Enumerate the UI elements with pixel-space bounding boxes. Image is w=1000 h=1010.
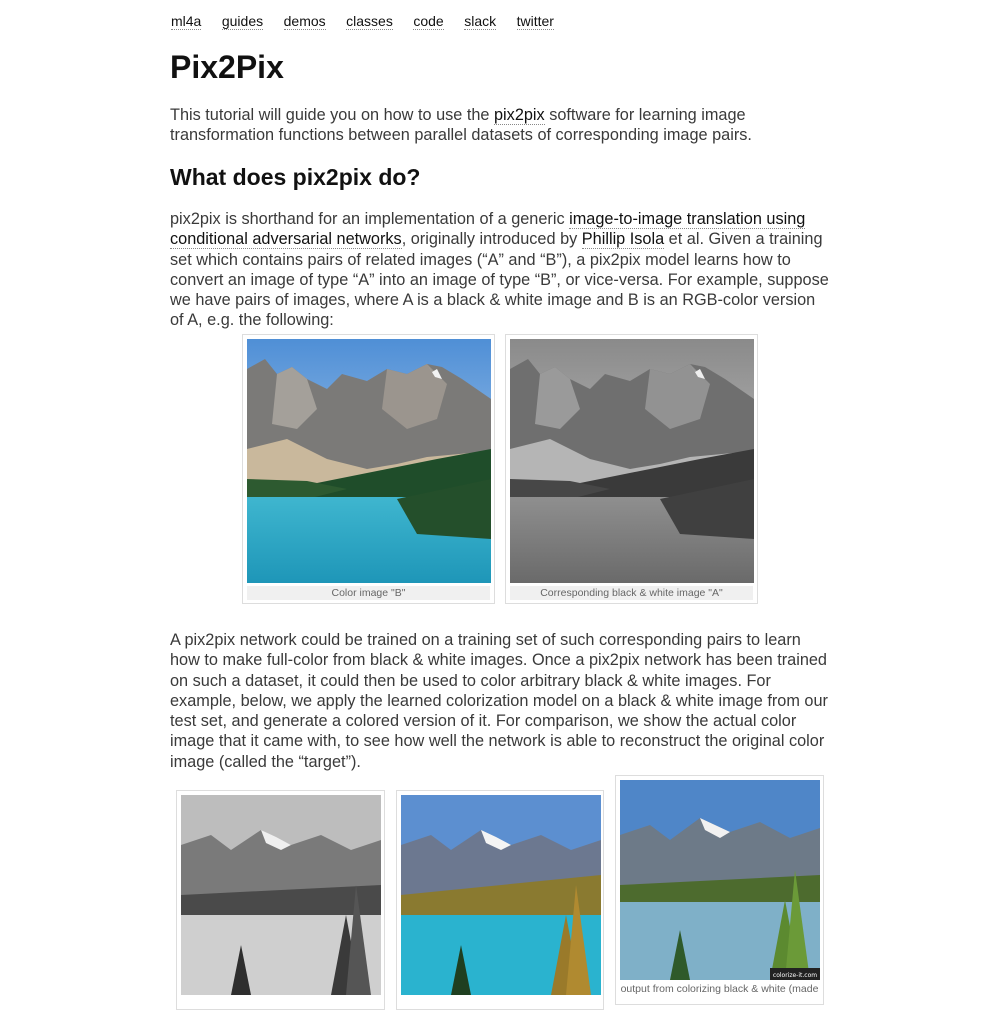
- description-paragraph: [170, 209, 832, 331]
- nav-link-ml4a[interactable]: ml4a: [171, 13, 202, 29]
- nav-link-classes[interactable]: classes: [346, 13, 393, 29]
- nav-link-demos[interactable]: demos: [283, 13, 326, 29]
- caption-color-image: Color image "B": [247, 586, 490, 600]
- nav-link-twitter[interactable]: twitter: [516, 13, 554, 29]
- caption-bw-image: Corresponding black & white image "A": [510, 586, 753, 600]
- figure-bw-a: [505, 334, 758, 604]
- figure-output: [615, 775, 824, 1005]
- section-heading: What does pix2pix do?: [170, 164, 421, 190]
- page-title: Pix2Pix: [170, 49, 284, 85]
- figure-target: [396, 790, 604, 1010]
- top-nav: [171, 13, 574, 30]
- bw-image: [510, 339, 754, 583]
- paper-link[interactable]: image-to-image translation using conditional adversarial networks: [170, 210, 806, 249]
- explanation-paragraph: A pix2pix network could be trained on a training set of such corresponding pairs to learn how to make full-color from black & white images. Once a pix2pix network has been trained on such a dataset, it could then be used to color arbitrary black & white images. For example, below, we apply the learned colorization model on a black & white image from our test set, and generate a colored version of it. For comparison, we show the actual color image that it came with, to see how well the network is able to reconstruct the original color image (called the “target”).: [170, 631, 828, 771]
- output-colorized-image: [620, 780, 820, 980]
- color-image: [247, 339, 491, 583]
- author-link[interactable]: Phillip Isola: [581, 230, 665, 249]
- intro-paragraph: [170, 105, 832, 146]
- test-bw-image: [181, 795, 381, 995]
- figure-color-b: [242, 334, 495, 604]
- nav-link-guides[interactable]: guides: [221, 13, 264, 29]
- nav-link-code[interactable]: code: [413, 13, 444, 29]
- nav-link-slack[interactable]: slack: [464, 13, 497, 29]
- target-color-image: [401, 795, 601, 995]
- desc-text-3: et al. Given a training set which contains pairs of related images (“A” and “B”), a pix2pix model learns how to convert an image of type “A” into an image of type “B”, or vice-versa. For example, suppose we have pairs of images, where A is a black & white image and B is an RGB-color version of A, e.g. the following:: [170, 230, 829, 330]
- desc-text-1: pix2pix is shorthand for an implementation of a generic: [170, 210, 570, 228]
- watermark-text: colorize-it.com: [772, 972, 818, 979]
- intro-text-after: software for learning image transformation functions between parallel datasets of corresponding image pairs.: [170, 106, 752, 145]
- intro-text-before: This tutorial will guide you on how to use the: [170, 106, 494, 124]
- pix2pix-link[interactable]: pix2pix: [494, 106, 545, 124]
- desc-text-2: , originally introduced by: [401, 230, 582, 249]
- caption-output: output from colorizing black & white (made: [620, 983, 819, 995]
- figure-test-input: [176, 790, 385, 1010]
